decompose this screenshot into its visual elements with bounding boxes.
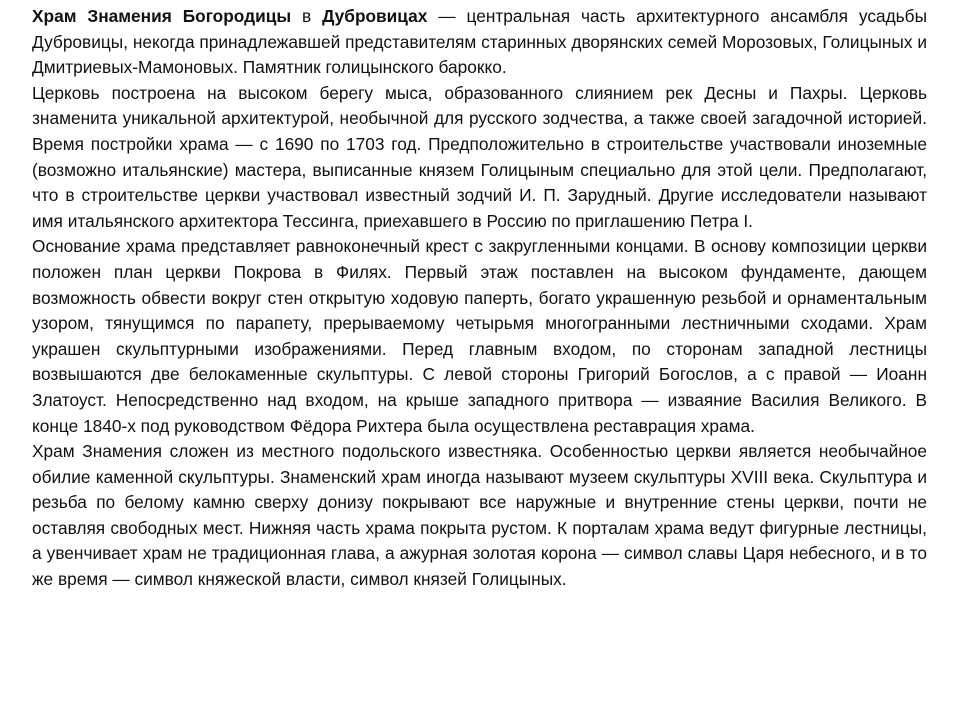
paragraph-architecture: Основание храма представляет равноконечный крест с закругленными концами. В основу композиции церкви положен план церкви Покрова в Филях. Первый этаж поставлен на высоком фундаменте, дающем возможность обвести вокруг стен открытую ходовую паперть, богато украшенную резьбой и орнаментальным узором, тянущимся по парапету, прерываемому четырьмя многогранными лестничными сходами. Храм украшен скульптурными изображениями. Перед главным входом, по сторонам западной лестницы возвышаются две белокаменные скульптуры. С левой стороны Григорий Богослов, а с правой — Иоанн Златоуст. Непосредственно над входом, на крыше западного притвора — изваяние Василия Великого. В конце 1840-х под руководством Фёдора Рихтера была осуществлена реставрация храма.	[32, 236, 927, 436]
intro-preposition: в	[291, 6, 323, 26]
document-body	[32, 4, 927, 704]
paragraph-history: Церковь построена на высоком берегу мыса, образованного слиянием рек Десны и Пахры. Церковь знаменита уникальной архитектурой, необычной для русского зодчества, а также своей загадочной историей. Время постройки храма — с 1690 по 1703 год. Предположительно в строительстве участвовали иноземные (возможно итальянские) мастера, выписанные князем Голицыным специально для этой цели. Предполагают, что в строительстве церкви участвовал известный зодчий И. П. Зарудный. Другие исследователи называют имя итальянского архитектора Тессинга, приехавшего в Россию по приглашению Петра I.	[32, 82, 927, 231]
place-name: Дубровицах	[322, 6, 428, 26]
paragraph-intro	[32, 4, 927, 81]
intro-text: — центральная часть архитектурного ансамбля усадьбы Дубровицы, некогда принадлежавшей представителям старинных дворянских семей Морозовых, Голицыных и Дмитриевых-Мамоновых. Памятник голицынского барокко.	[32, 6, 927, 78]
church-name: Храм Знамения Богородицы	[32, 6, 292, 26]
paragraph-sculpture: Храм Знамения сложен из местного подольского известняка. Особенностью церкви является необычайное обилие каменной скульптуры. Знаменский храм иногда называют музеем скульптуры XVIII века. Скульптура и резьба по белому камню сверху донизу покрывают все наружные и внутренние стены церкви, почти не оставляя свободных мест. Нижняя часть храма покрыта рустом. К порталам храма ведут фигурные лестницы, а увенчивает храм не традиционная глава, а ажурная золотая корона — символ славы Царя небесного, и в то же время — символ княжеской власти, символ князей Голицыных.	[32, 441, 927, 590]
